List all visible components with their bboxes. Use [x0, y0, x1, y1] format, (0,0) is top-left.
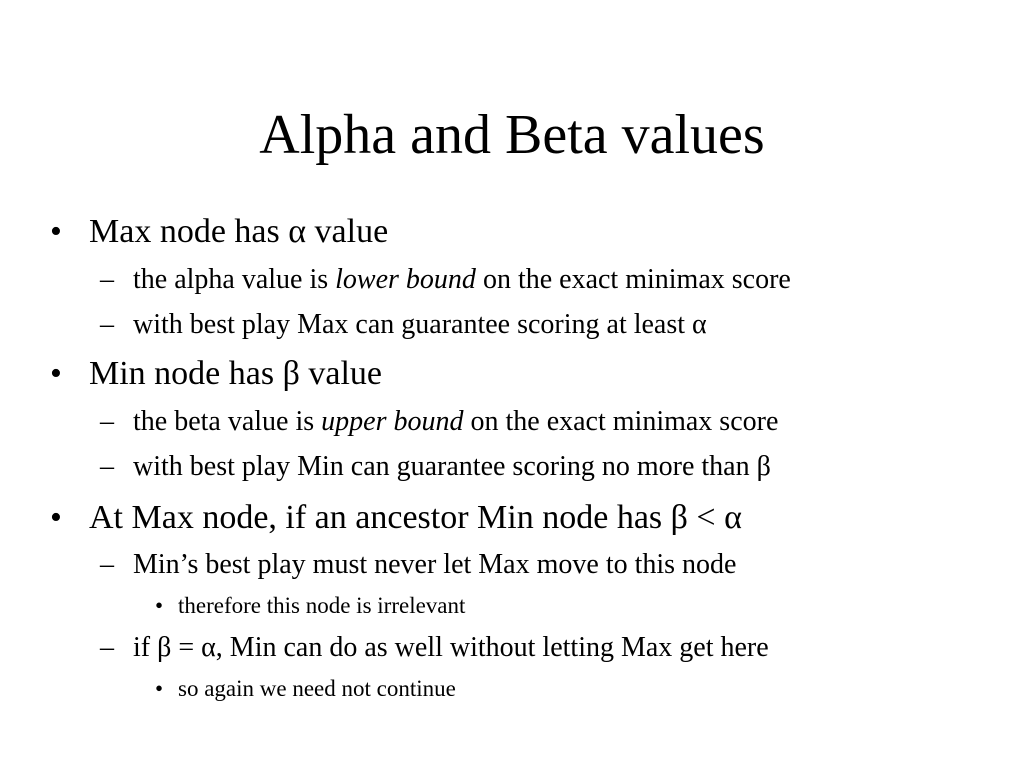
bullet-marker: • [155, 676, 164, 701]
bullet-marker: • [50, 499, 62, 536]
dash-marker: – [100, 451, 114, 482]
sub-bullet-max-guarantee: with best play Max can guarantee scoring at least α [133, 309, 707, 340]
sub-bullet-text-after: on the exact minimax score [463, 406, 779, 437]
sub-bullet-min-guarantee: with best play Min can guarantee scoring no more than β [133, 451, 771, 482]
bullet-marker: • [50, 355, 62, 392]
bullet-marker: • [155, 593, 164, 618]
dash-marker: – [100, 549, 114, 580]
dash-marker: – [100, 309, 114, 340]
sub-bullet-beta-equals-alpha: if β = α, Min can do as well without letting Max get here [133, 632, 769, 663]
sub-sub-bullet-need-not-continue: so again we need not continue [178, 676, 456, 701]
sub-sub-bullet-irrelevant: therefore this node is irrelevant [178, 593, 466, 618]
bullet-max-node: Max node has α value [89, 213, 389, 250]
sub-bullet-alpha-lower-bound [133, 263, 791, 297]
dash-marker: – [100, 264, 114, 295]
dash-marker: – [100, 406, 114, 437]
bullet-marker: • [50, 213, 62, 250]
sub-bullet-text: the alpha value is [133, 264, 336, 295]
dash-marker: – [100, 632, 114, 663]
bullet-min-node: Min node has β value [89, 355, 383, 392]
slide-title: Alpha and Beta values [259, 104, 765, 166]
emphasis-upper-bound: upper bound [321, 406, 464, 437]
sub-bullet-text: the beta value is [133, 406, 322, 437]
bullet-at-max-node: At Max node, if an ancestor Min node has β < α [89, 499, 742, 536]
emphasis-lower-bound: lower bound [335, 264, 476, 295]
sub-bullet-min-best-play: Min’s best play must never let Max move to this node [133, 549, 737, 580]
sub-bullet-text-after: on the exact minimax score [475, 264, 791, 295]
sub-bullet-beta-upper-bound [133, 405, 778, 439]
